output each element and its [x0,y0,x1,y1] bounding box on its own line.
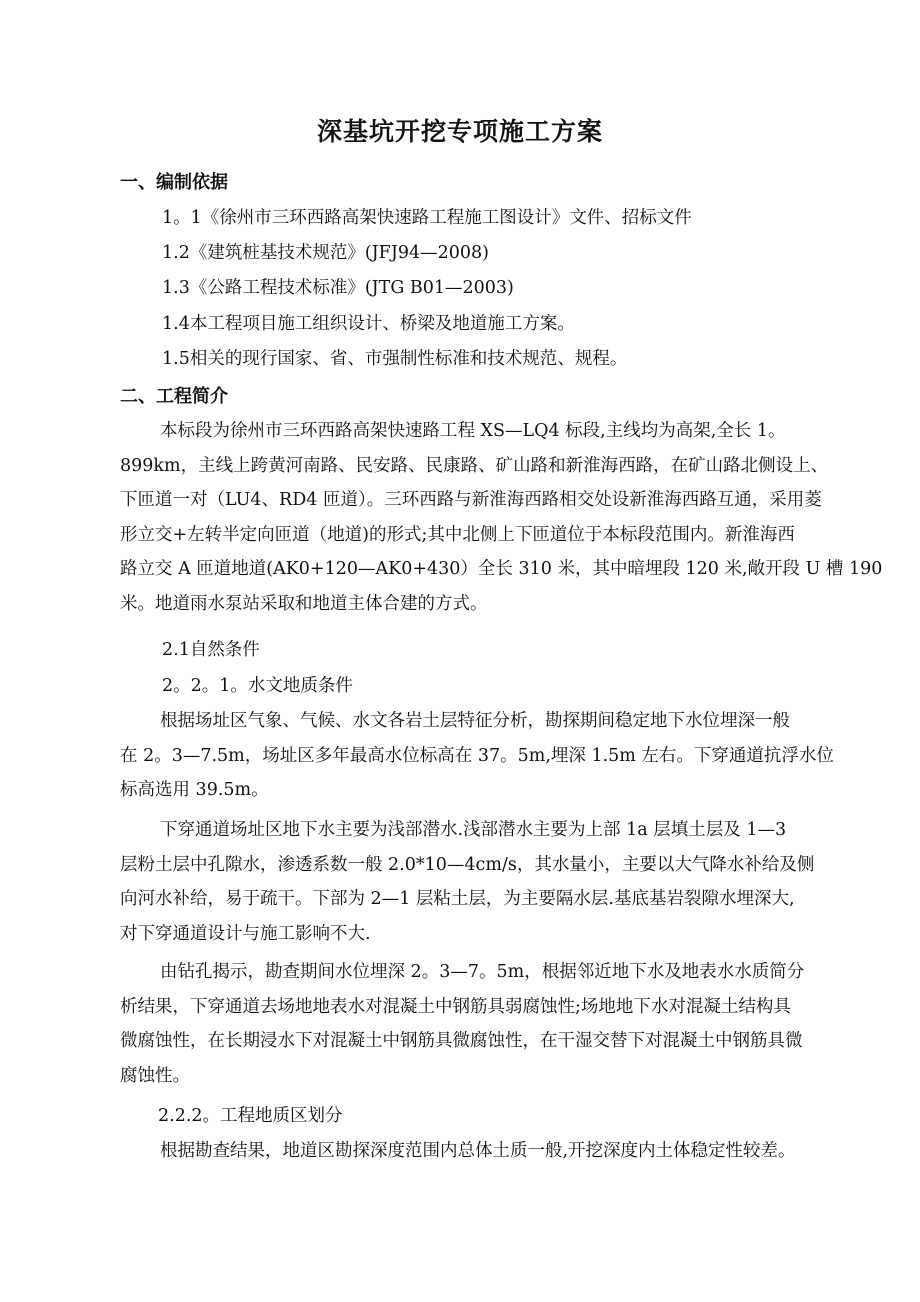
basis-item: 1.3《公路工程技术标准》(JTG B01—2003) [162,278,514,298]
paragraph-line: 向河水补给，易于疏干。下部为 2—1 层粘土层，为主要隔水层.基底基岩裂隙水埋深大, [120,889,795,909]
paragraph-line: 本标段为徐州市三环西路高架快速路工程 XS—LQ4 标段,主线均为高架,全长 1。 [160,421,786,441]
geology-paragraph [120,1134,840,1169]
subsection-heading: 2.1自然条件 [162,640,260,660]
paragraph-line: 由钻孔揭示，勘查期间水位埋深 2。3—7。5m，根据邻近地下水及地表水水质简分 [160,962,805,982]
section-heading-basis: 一、编制依据 [120,172,228,193]
section-heading-overview: 二、工程简介 [120,386,228,407]
subsection-heading: 2。2。1。水文地质条件 [162,676,353,696]
paragraph-line: 析结果，下穿通道去场地地表水对混凝土中钢筋具弱腐蚀性;场地地下水对混凝土结构具 [120,996,791,1017]
paragraph-line: 在 2。3—7.5m，场址区多年最高水位标高在 37。5m,埋深 1.5m 左右。下穿通道抗浮水位 [120,745,834,766]
hydrology-paragraph [120,704,840,808]
paragraph-line: 下匝道一对（LU4、RD4 匝道）。三环西路与新淮海西路相交处设新淮海西路互通，采用菱 [120,490,822,510]
paragraph-line: 形立交+左转半定向匝道（地道)的形式;其中北侧上下匝道位于本标段范围内。新淮海西 [120,524,795,545]
paragraph-line: 微腐蚀性，在长期浸水下对混凝土中钢筋具微腐蚀性，在干湿交替下对混凝土中钢筋具微 [120,1031,803,1051]
page-title: 深基坑开挖专项施工方案 [316,117,603,146]
paragraph-line: 下穿通道场址区地下水主要为浅部潜水.浅部潜水主要为上部 1a 层填土层及 1—3 [160,820,787,840]
paragraph-line: 899km，主线上跨黄河南路、民安路、民康路、矿山路和新淮海西路，在矿山路北侧设上、 [120,455,829,476]
groundwater-paragraph [120,813,840,951]
basis-item: 1.5相关的现行国家、省、市强制性标准和技术规范、规程。 [162,349,628,369]
basis-item: 1。1《徐州市三环西路高架快速路工程施工图设计》文件、招标文件 [162,208,692,228]
paragraph-line: 腐蚀性。 [120,1065,190,1086]
paragraph-line: 标高选用 39.5m。 [120,780,269,800]
subsection-heading: 2.2.2。工程地质区划分 [158,1106,343,1126]
basis-item: 1.4本工程项目施工组织设计、桥梁及地道施工方案。 [162,314,575,334]
paragraph-line: 层粉土层中孔隙水，渗透系数一般 2.0*10—4cm/s，其水量小，主要以大气降水补给及侧 [120,854,815,875]
corrosion-paragraph [120,955,840,1093]
paragraph-line: 根据场址区气象、气候、水文各岩土层特征分析，勘探期间稳定地下水位埋深一般 [160,711,790,731]
overview-paragraph [120,414,883,621]
paragraph-line: 米。地道雨水泵站采取和地道主体合建的方式。 [120,593,488,614]
basis-item: 1.2《建筑桩基技术规范》(JFJ94—2008) [162,243,489,263]
paragraph-line: 对下穿通道设计与施工影响不大. [120,923,371,944]
paragraph-line: 路立交 A 匝道地道(AK0+120—AK0+430）全长 310 米，其中暗埋段 120 米,敞开段 U 槽 190 [120,559,883,579]
paragraph-line: 根据勘查结果，地道区勘探深度范围内总体土质一般,开挖深度内土体稳定性较差。 [160,1141,796,1161]
